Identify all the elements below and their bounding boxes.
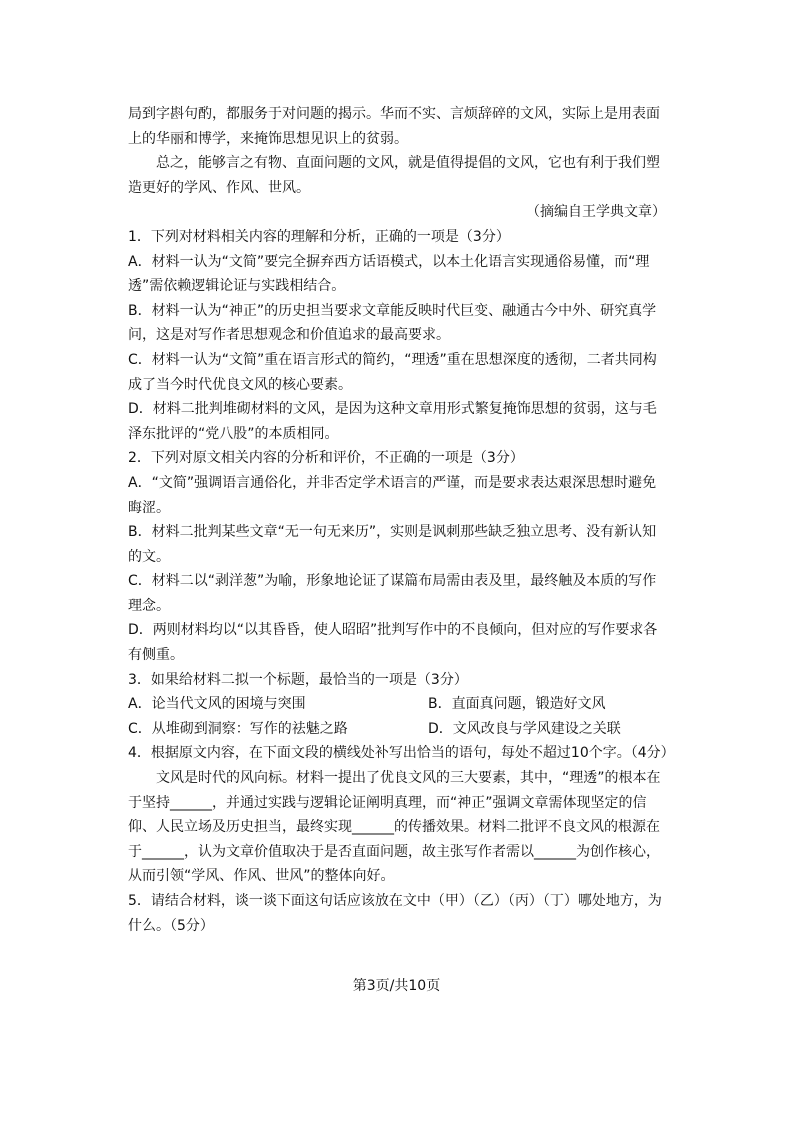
question-5-stem: 5．请结合材料，谈一谈下面这句话应该放在文中（甲）（乙）（丙）（丁）哪处地方，为什么。（5分） [128, 893, 662, 934]
question-3-options-row-1 [128, 692, 668, 717]
question-4-passage: 文风是时代的风向标。材料一提出了优良文风的三大要素，其中，“理透”的根本在于坚持______，并通过实践与逻辑论证阐明真理，而“神正”强调文章需体现坚定的信仰、人民立场及历史担当，最终实现______的传播效果。材料二批评不良文风的根源在于______，认为文章价值取决于是否直面问题，故主张写作者需以______为创作核心，从而引领“学风、作风、世风”的整体向好。 [128, 770, 661, 885]
source-note: （摘编自王学典文章） [526, 204, 666, 221]
question-1-option-a: A．材料一认为“文简”要完全摒弃西方话语模式，以本土化语言实现通俗易懂，而“理透”需依赖逻辑论证与实践相结合。 [128, 253, 650, 295]
question-3-options-row-2 [128, 717, 668, 742]
question-1-option-b: B．材料一认为“神正”的历史担当要求文章能反映时代巨变、融通古今中外、研究真学问，这是对写作者思想观念和价值追求的最高要求。 [128, 302, 657, 344]
question-1-option-c: C．材料一认为“文简”重在语言形式的简约，“理透”重在思想深度的透彻，二者共同构成了当今时代优良文风的核心要素。 [128, 351, 657, 393]
question-3-option-b: B．直面真问题，锻造好文风 [428, 696, 606, 713]
question-3-option-a: A．论当代文风的困境与突围 [128, 696, 306, 713]
question-2-option-a: A．“文简”强调语言通俗化，并非否定学术语言的严谨，而是要求表达艰深思想时避免晦涩。 [128, 474, 657, 516]
question-1-stem: 1．下列对材料相关内容的理解和分析，正确的一项是（3分） [128, 228, 510, 245]
question-2-option-c: C．材料二以“剥洋葱”为喻，形象地论证了谋篇布局需由表及里，最终触及本质的写作理念。 [128, 573, 657, 614]
question-3-option-d: D．文风改良与学风建设之关联 [428, 720, 621, 737]
question-3-stem: 3．如果给材料二拟一个标题，最恰当的一项是（3分） [128, 671, 468, 688]
page-number-footer: 第3页/共10页 [352, 978, 441, 994]
question-2-stem: 2．下列对原文相关内容的分析和评价，不正确的一项是（3分） [128, 450, 524, 467]
question-2-option-d: D．两则材料均以“以其昏昏，使人昭昭”批判写作中的不良倾向，但对应的写作要求各有侧重。 [128, 622, 658, 664]
question-3-option-c: C．从堆砌到洞察：写作的祛魅之路 [128, 720, 348, 737]
question-4-stem: 4．根据原文内容，在下面文段的横线处补写出恰当的语句，每处不超过10个字。（4分） [128, 745, 675, 762]
question-1-option-d: D．材料二批判堆砌材料的文风，是因为这种文章用形式繁复掩饰思想的贫弱，这与毛泽东批评的“党八股”的本质相同。 [128, 401, 657, 442]
intro-paragraph-1: 局到字斟句酌，都服务于对问题的揭示。华而不实、言烦辞碎的文风，实际上是用表面上的华丽和博学，来掩饰思想见识上的贫弱。 [128, 106, 660, 147]
question-2-option-b: B．材料二批判某些文章“无一句无来历”，实则是讽刺那些缺乏独立思考、没有新认知的文。 [128, 524, 657, 565]
page-content [128, 102, 675, 938]
intro-paragraph-2: 总之，能够言之有物、直面问题的文风，就是值得提倡的文风，它也有利于我们塑造更好的学风、作风、世风。 [128, 155, 660, 196]
